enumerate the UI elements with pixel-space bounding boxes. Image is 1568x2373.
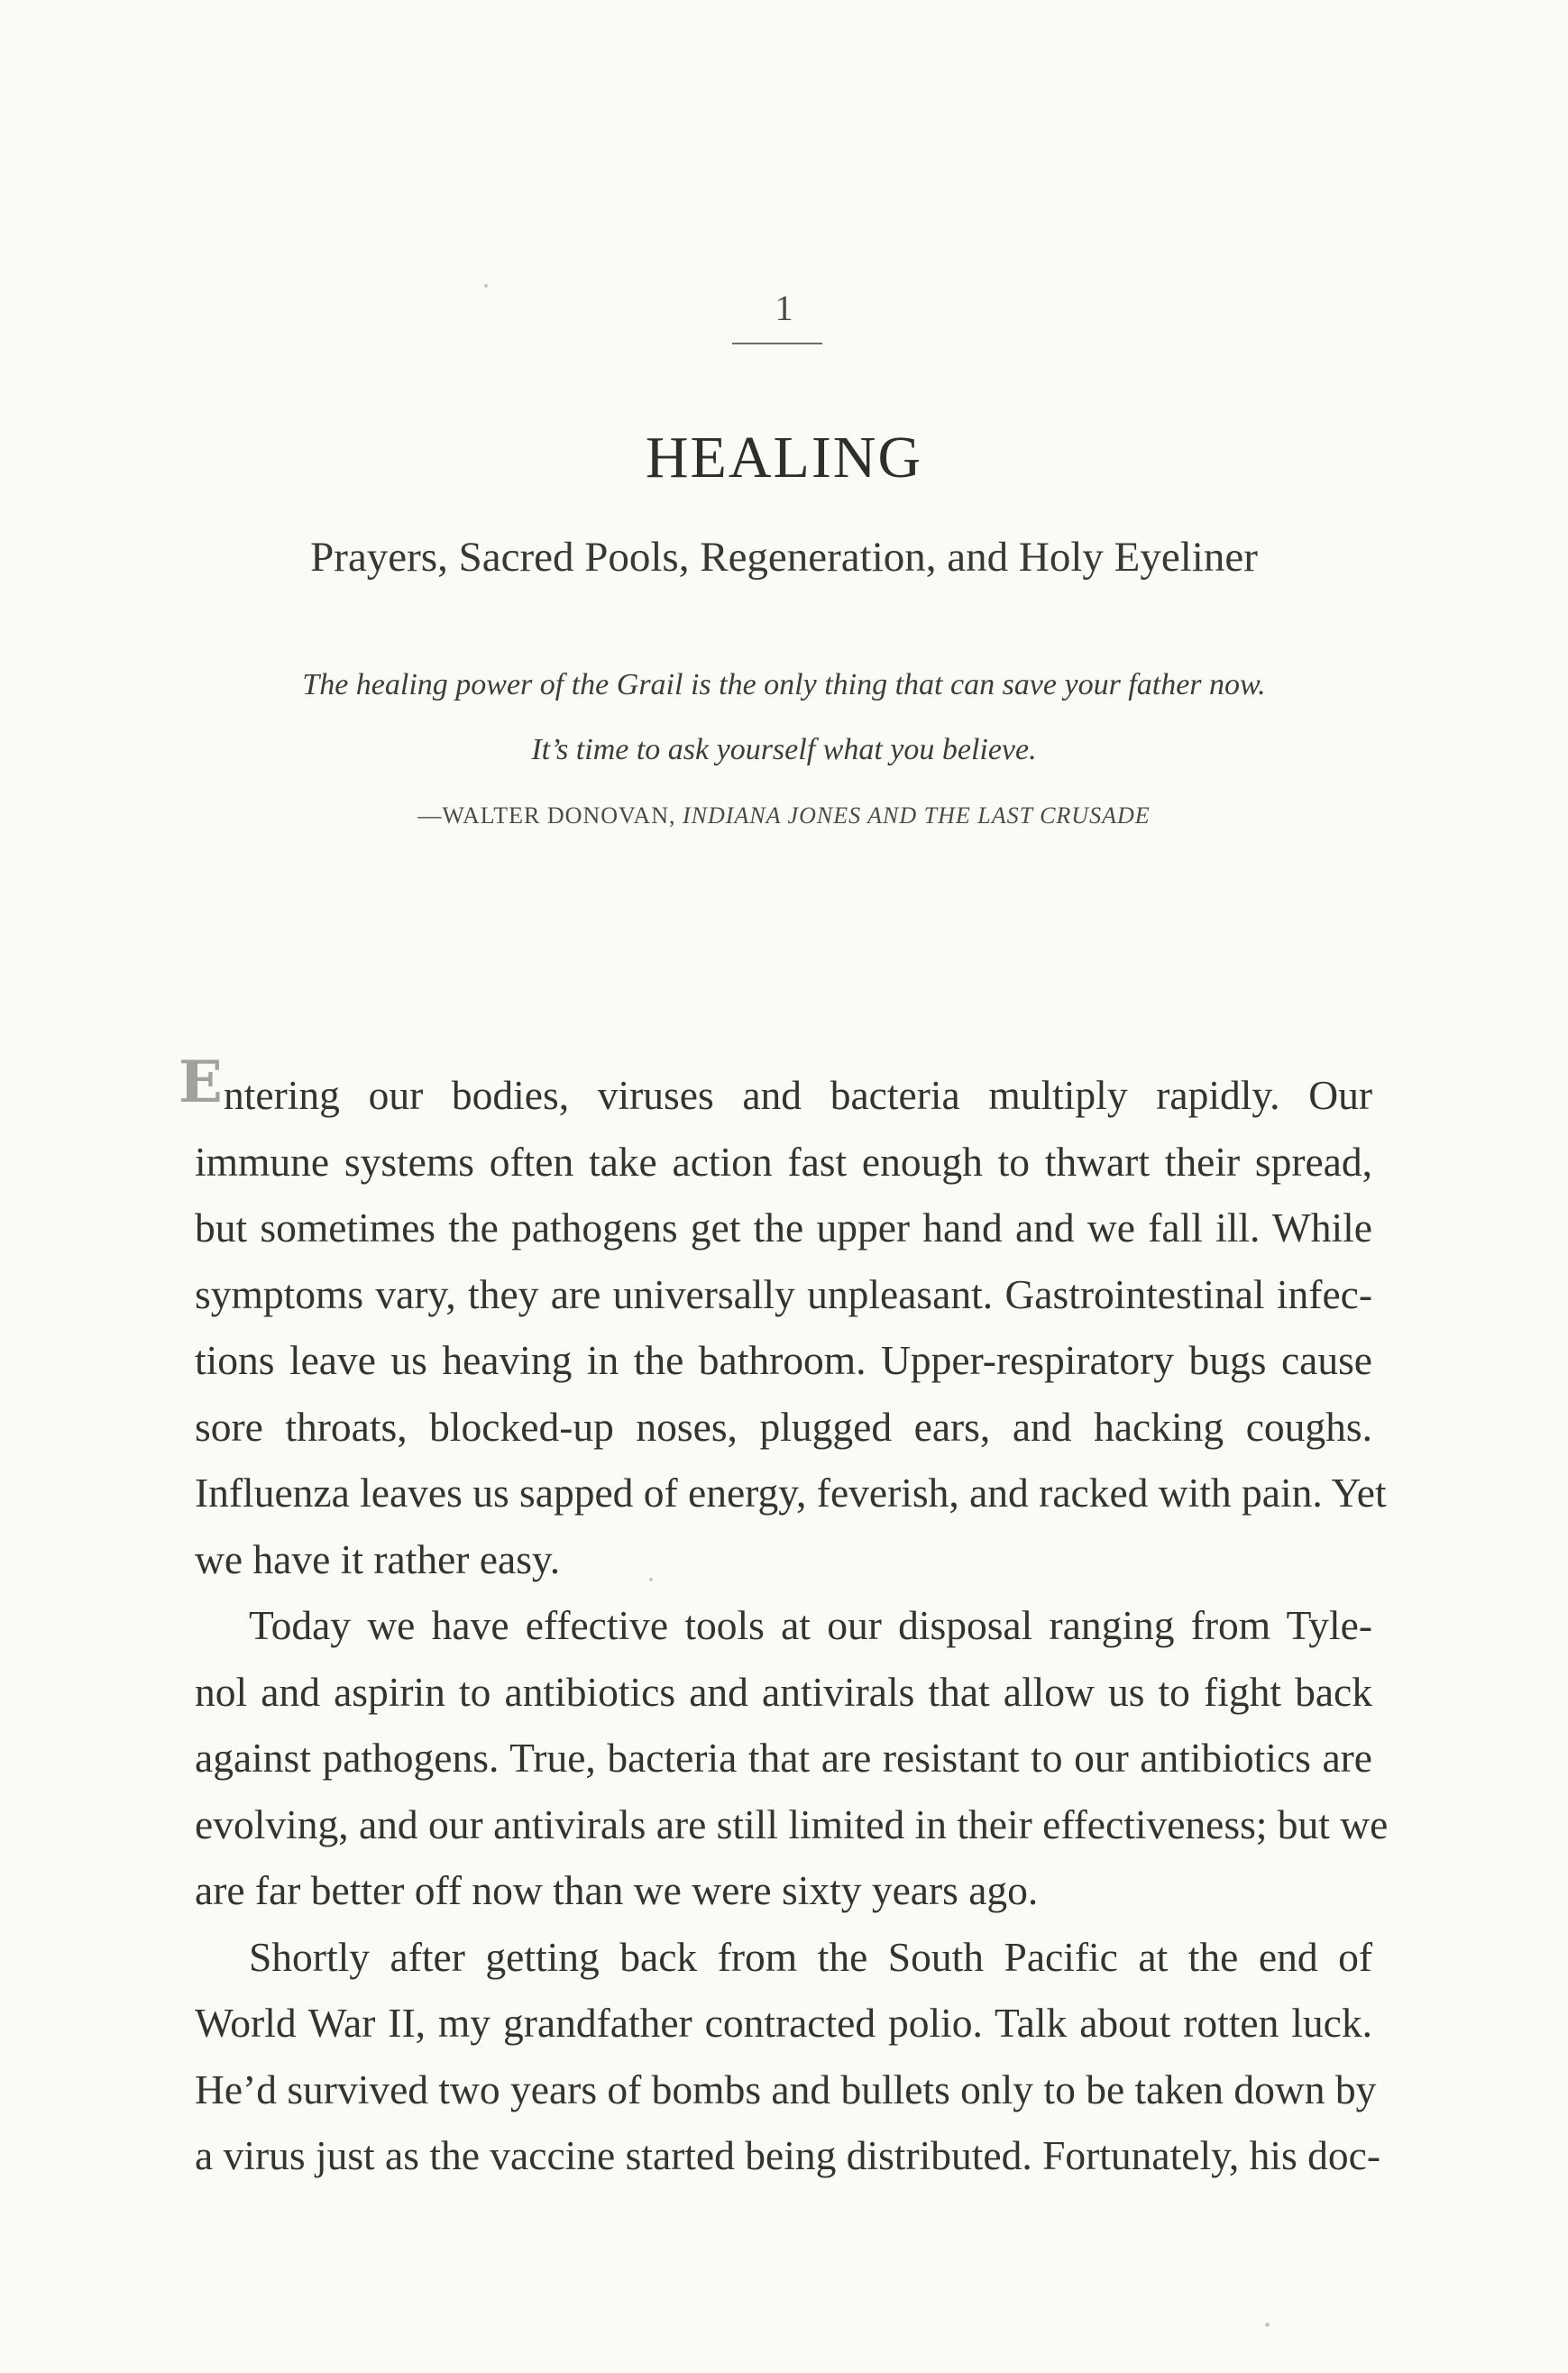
- epigraph: [0, 653, 1568, 783]
- text-line: nol and aspirin to antibiotics and antivirals that allow us to fight back: [195, 1668, 1372, 1715]
- text-line: but sometimes the pathogens get the upper hand and we fall ill. While: [195, 1205, 1372, 1251]
- text-line: ntering our bodies, viruses and bacteria multiply rapidly. Our: [224, 1072, 1372, 1118]
- paper-speck: [649, 1578, 653, 1581]
- text-line: Shortly after getting back from the South Pacific at the end of: [249, 1933, 1372, 1980]
- paragraph: [195, 1924, 1380, 2189]
- chapter-number: 1: [775, 288, 793, 328]
- paragraph: [195, 1592, 1389, 1924]
- drop-cap: E: [179, 1049, 223, 1116]
- text-line: sore throats, blocked-up noses, plugged ears, and hacking coughs.: [195, 1403, 1372, 1450]
- text-line: World War II, my grandfather contracted polio. Talk about rotten luck.: [195, 2000, 1372, 2046]
- text-line: are far better off now than we were sixty years ago.: [195, 1867, 1039, 1913]
- epigraph-attribution: [0, 800, 1568, 832]
- attribution-work: INDIANA JONES AND THE LAST CRUSADE: [682, 802, 1151, 829]
- text-line: evolving, and our antivirals are still limited in their effectiveness; but we: [195, 1800, 1389, 1847]
- text-line: symptoms vary, they are universally unpleasant. Gastrointestinal infec-: [195, 1270, 1372, 1317]
- chapter-rule: [732, 343, 822, 344]
- attribution-author: —WALTER DONOVAN,: [417, 802, 683, 829]
- text-line: immune systems often take action fast enough to thwart their spread,: [195, 1138, 1372, 1185]
- chapter-subtitle: Prayers, Sacred Pools, Regeneration, and Holy Eyeliner: [310, 534, 1258, 581]
- text-line: against pathogens. True, bacteria that are resistant to our antibiotics are: [195, 1735, 1372, 1781]
- text-line: we have it rather easy.: [195, 1535, 561, 1582]
- epigraph-line: It’s time to ask yourself what you believe.: [531, 733, 1037, 766]
- epigraph-line: The healing power of the Grail is the only thing that can save your father now.: [302, 668, 1266, 701]
- paper-speck: [484, 284, 488, 288]
- chapter-title: HEALING: [645, 425, 923, 490]
- text-line: tions leave us heaving in the bathroom. Upper-respiratory bugs cause: [195, 1337, 1372, 1383]
- text-line: Influenza leaves us sapped of energy, feverish, and racked with pain. Yet: [195, 1470, 1387, 1516]
- body-text: [195, 1062, 1389, 2189]
- text-line: Today we have effective tools at our disposal ranging from Tyle-: [249, 1602, 1372, 1648]
- paper-speck: [1265, 2323, 1270, 2327]
- text-line: a virus just as the vaccine started being distributed. Fortunately, his doc-: [195, 2132, 1380, 2178]
- text-line: He’d survived two years of bombs and bullets only to be taken down by: [195, 2066, 1377, 2112]
- paragraph: [195, 1062, 1387, 1592]
